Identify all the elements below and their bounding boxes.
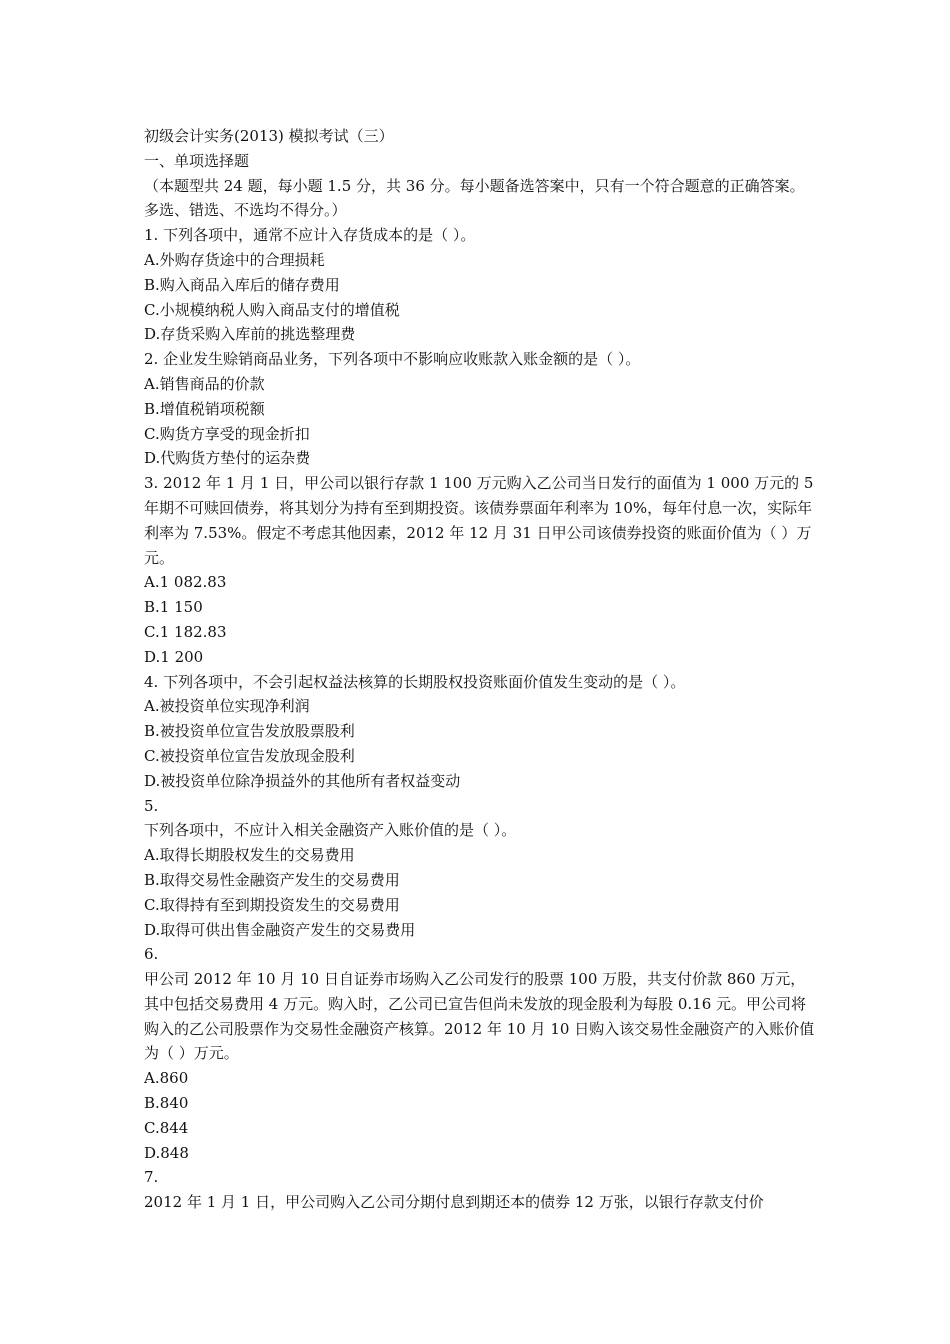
question-4-option-d: D.被投资单位除净损益外的其他所有者权益变动 <box>144 771 461 790</box>
question-6-number: 6. <box>144 945 159 964</box>
question-7-stem: 2012 年 1 月 1 日，甲公司购入乙公司分期付息到期还本的债券 12 万张，以银行存款支付价 <box>144 1193 764 1212</box>
question-6-option-a: A.860 <box>144 1069 189 1088</box>
question-4-option-c: C.被投资单位宣告发放现金股利 <box>144 746 355 765</box>
question-1-stem: 1. 下列各项中，通常不应计入存货成本的是（ ）。 <box>144 226 476 245</box>
question-5-option-d: D.取得可供出售金融资产发生的交易费用 <box>144 920 416 939</box>
question-2-stem: 2. 企业发生赊销商品业务，下列各项中不影响应收账款入账金额的是（ ）。 <box>144 350 641 369</box>
question-4-stem: 4. 下列各项中，不会引起权益法核算的长期股权投资账面价值发生变动的是（ ）。 <box>144 672 686 691</box>
question-5-option-a: A.取得长期股权发生的交易费用 <box>144 846 355 865</box>
question-5-stem: 下列各项中，不应计入相关金融资产入账价值的是（ ）。 <box>144 821 517 840</box>
question-2-option-d: D.代购货方垫付的运杂费 <box>144 449 311 468</box>
question-1-option-c: C.小规模纳税人购入商品支付的增值税 <box>144 300 400 319</box>
question-1-option-b: B.购入商品入库后的储存费用 <box>144 275 340 294</box>
question-5-option-c: C.取得持有至到期投资发生的交易费用 <box>144 895 400 914</box>
question-3-option-a: A.1 082.83 <box>144 573 227 592</box>
question-3-stem: 3. 2012 年 1 月 1 日，甲公司以银行存款 1 100 万元购入乙公司当日发行的面值为 1 000 万元的 5 年期不可赎回债券，将其划分为持有至到期投资。该债券票面年利率为 10%，每年付息一次，实际年利率为 7.53%。假定不考虑其他因素，2012 年 12 月 31 日甲公司该债券投资的账面价值为（ ）万元。 <box>144 474 814 567</box>
question-6-option-b: B.840 <box>144 1094 189 1113</box>
question-4-option-b: B.被投资单位宣告发放股票股利 <box>144 722 355 741</box>
question-1-option-a: A.外购存货途中的合理损耗 <box>144 250 325 269</box>
question-6-option-c: C.844 <box>144 1118 189 1137</box>
question-2-option-a: A.销售商品的价款 <box>144 374 265 393</box>
question-4-option-a: A.被投资单位实现净利润 <box>144 697 310 716</box>
section-instructions: （本题型共 24 题，每小题 1.5 分，共 36 分。每小题备选答案中，只有一个符合题意的正确答案。多选、错选、不选均不得分。） <box>144 176 805 220</box>
question-5-option-b: B.取得交易性金融资产发生的交易费用 <box>144 870 400 889</box>
document-body <box>144 124 816 1215</box>
document-title: 初级会计实务(2013) 模拟考试（三） <box>144 127 394 145</box>
question-3-option-c: C.1 182.83 <box>144 622 227 641</box>
question-3-option-b: B.1 150 <box>144 598 203 617</box>
question-7-number: 7. <box>144 1168 159 1187</box>
question-6-stem: 甲公司 2012 年 10 月 10 日自证券市场购入乙公司发行的股票 100 万股，共支付价款 860 万元，其中包括交易费用 4 万元。购入时，乙公司已宣告但尚未发放的现金股利为每股 0.16 元。甲公司将购入的乙公司股票作为交易性金融资产核算。2012 年 10 月 10 日购入该交易性金融资产的入账价值为（ ）万元。 <box>144 970 815 1063</box>
question-2-option-b: B.增值税销项税额 <box>144 399 265 418</box>
question-3-option-d: D.1 200 <box>144 647 204 666</box>
question-6-option-d: D.848 <box>144 1143 189 1162</box>
question-1-option-d: D.存货采购入库前的挑选整理费 <box>144 325 356 344</box>
question-5-number: 5. <box>144 796 159 815</box>
section-heading: 一、单项选择题 <box>144 151 250 170</box>
question-2-option-c: C.购货方享受的现金折扣 <box>144 424 310 443</box>
